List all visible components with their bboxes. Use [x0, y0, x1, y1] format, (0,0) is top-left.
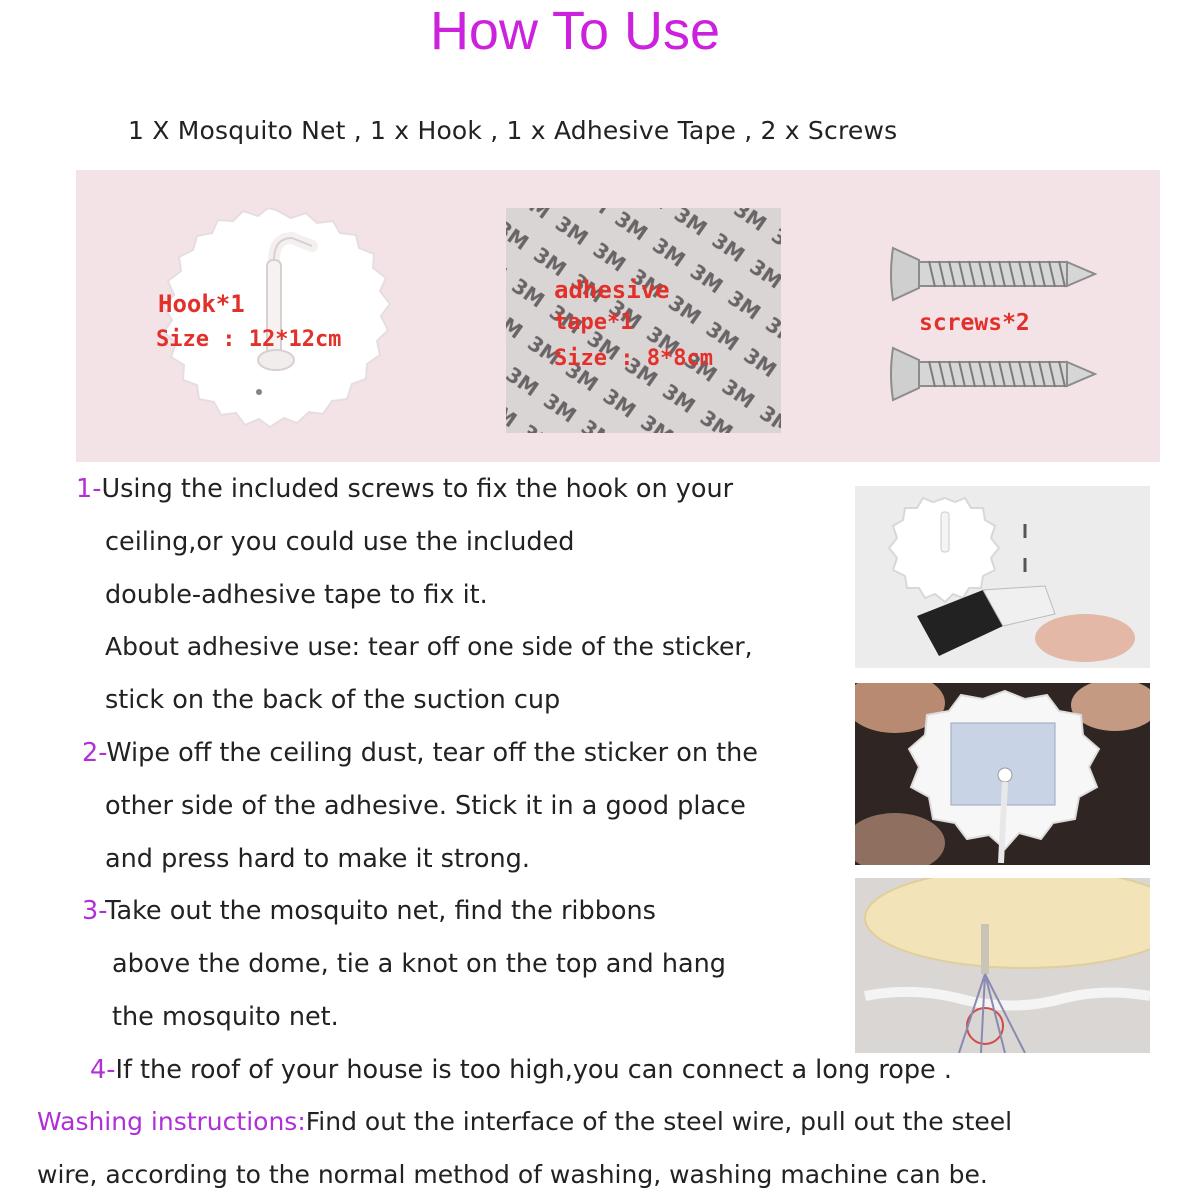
- step-number: 2-: [82, 738, 107, 768]
- tape-size-label: Size : 8*8cm: [554, 346, 713, 371]
- step-number: 3-: [82, 896, 106, 926]
- step-3-photo: [855, 878, 1150, 1053]
- step-text: Wipe off the ceiling dust, tear off the sticker on the: [106, 738, 758, 768]
- step-text: About adhesive use: tear off one side of the sticker,: [105, 632, 753, 661]
- step-text: the mosquito net.: [112, 1002, 339, 1032]
- package-contents: 1 X Mosquito Net , 1 x Hook , 1 x Adhesive Tape , 2 x Screws: [128, 116, 898, 145]
- page-title: How To Use: [429, 1, 721, 61]
- step-2-photo: [855, 683, 1150, 865]
- step-text: above the dome, tie a knot on the top and hang: [112, 949, 726, 979]
- hook-size-label: Size : 12*12cm: [156, 327, 342, 352]
- step-1: [76, 472, 733, 506]
- step-number: 4-: [90, 1055, 116, 1085]
- step-text: ceiling,or you could use the included: [105, 527, 575, 557]
- step-text: stick on the back of the suction cup: [105, 685, 561, 715]
- tape-count-label: tape*1: [554, 310, 634, 335]
- step-text: If the roof of your house is too high,you can connect a long rope .: [115, 1055, 952, 1085]
- step-text: and press hard to make it strong.: [105, 844, 530, 874]
- tape-label: adhesive: [554, 276, 670, 304]
- hook-label: Hook*1: [158, 290, 245, 318]
- step-2: [82, 736, 758, 770]
- step-number: 1-: [76, 474, 102, 504]
- step-1-photo: [855, 486, 1150, 668]
- screw-image: [889, 242, 1099, 308]
- step-text: Take out the mosquito net, find the ribbons: [105, 896, 656, 926]
- washing-instructions: [37, 1105, 1012, 1139]
- step-4: [90, 1053, 952, 1087]
- step-text: Using the included screws to fix the hook on your: [101, 474, 734, 504]
- screws-label: screws*2: [919, 310, 1030, 336]
- washing-label: Washing instructions:: [37, 1107, 306, 1136]
- step-3: [82, 894, 656, 928]
- step-text: double-adhesive tape to fix it.: [105, 580, 488, 610]
- step-text: other side of the adhesive. Stick it in a good place: [105, 791, 746, 821]
- washing-text: Find out the interface of the steel wire, pull out the steel: [305, 1107, 1013, 1136]
- screw-image: [889, 342, 1099, 408]
- washing-text: wire, according to the normal method of washing, washing machine can be.: [37, 1160, 988, 1189]
